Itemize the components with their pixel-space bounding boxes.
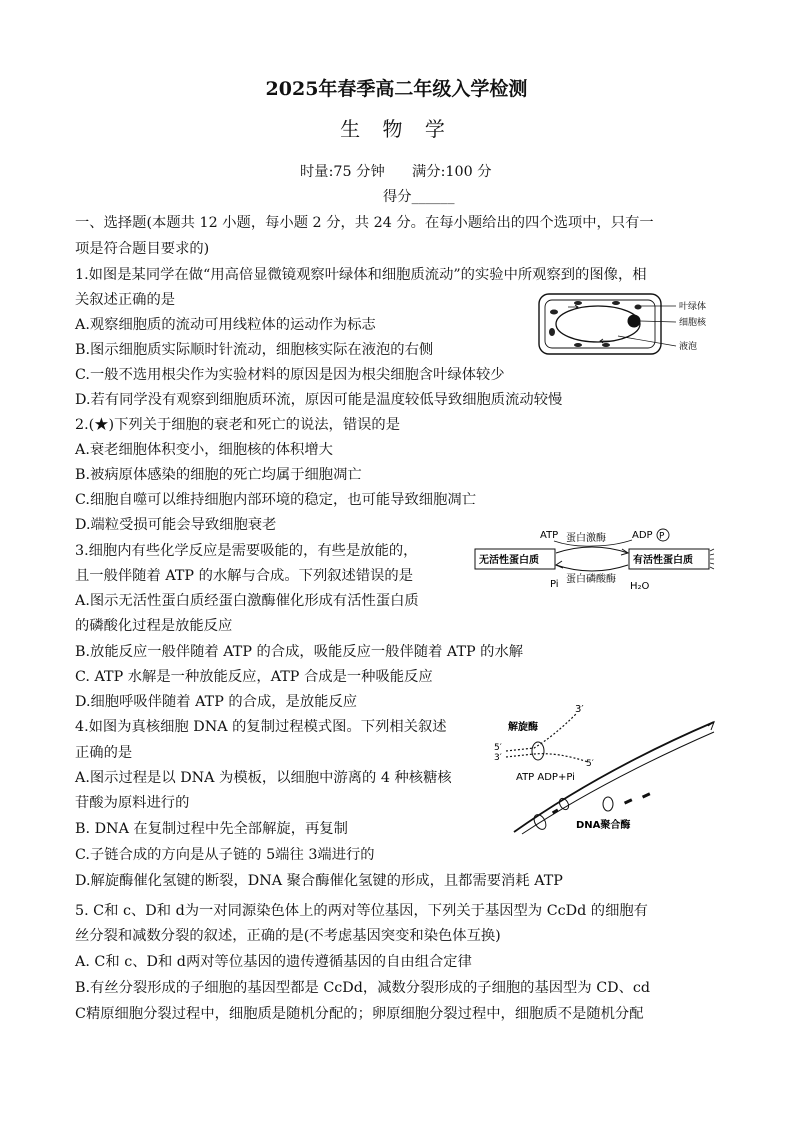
q5-option-c: C精原细胞分裂过程中，细胞质是随机分配的；卵原细胞分裂过程中，细胞质不是随机分配 [75, 1006, 644, 1022]
q3-option-a-line1: A.图示无活性蛋白质经蛋白激酶催化形成有活性蛋白质 [75, 593, 419, 609]
full-score: 满分:100 分 [412, 164, 492, 180]
q2-option-b: B.被病原体感染的细胞的死亡均属于细胞凋亡 [75, 467, 362, 483]
q4-option-a-line2: 苷酸为原料进行的 [75, 795, 190, 811]
q4-option-c: C.子链合成的方向是从子链的 5端往 3端进行的 [75, 847, 375, 863]
label-p-circle: P [659, 531, 665, 542]
q1-option-a: A.观察细胞质的流动可用线粒体的运动作为标志 [75, 317, 376, 333]
q1-option-c: C.一般不选用根尖作为实验材料的原因是因为根尖细胞含叶绿体较少 [75, 367, 505, 383]
q4-option-b: B. DNA 在复制过程中先全部解旋，再复制 [75, 821, 348, 837]
exam-title: 2025年春季高二年级入学检测 [265, 78, 528, 100]
label-kinase: 蛋白激酶 [566, 533, 606, 544]
q5-option-b: B.有丝分裂形成的子细胞的基因型都是 CcDd，减数分裂形成的子细胞的基因型为 CD、cd [75, 980, 651, 996]
q5-stem-line1: 5. C和 c、D和 d为一对同源染色体上的两对等位基因，下列关于基因型为 CcDd 的细胞有 [75, 903, 648, 919]
q3-stem-line2: 且一般伴随着 ATP 的水解与合成。下列叙述错误的是 [75, 568, 414, 584]
label-active-protein: 有活性蛋白质 [633, 555, 693, 566]
label-dna-polymerase: DNA聚合酶 [576, 820, 631, 831]
section-heading-line1: 一、选择题(本题共 12 小题，每小题 2 分，共 24 分。在每小题给出的四个选项中，只有一 [75, 215, 654, 231]
label-helicase: 解旋酶 [508, 722, 538, 733]
q3-phosphorylation-figure [474, 527, 714, 591]
label-adp: ADP [632, 530, 653, 541]
q4-option-a-line1: A.图示过程是以 DNA 为模板，以细胞中游离的 4 种核糖核 [75, 770, 452, 786]
q3-option-b: B.放能反应一般伴随着 ATP 的合成，吸能反应一般伴随着 ATP 的水解 [75, 644, 524, 660]
q3-option-c: C. ATP 水解是一种放能反应，ATP 合成是一种吸能反应 [75, 669, 433, 685]
q1-stem-line2: 关叙述正确的是 [75, 292, 176, 308]
q5-stem-line2: 丝分裂和减数分裂的叙述，正确的是(不考虑基因突变和染色体互换) [75, 928, 501, 944]
label-5-left: 5′ [494, 743, 502, 753]
q4-stem-line2: 正确的是 [75, 745, 133, 761]
q4-stem-line1: 4.如图为真核细胞 DNA 的复制过程模式图。下列相关叙述 [75, 719, 447, 735]
label-5-right: 5′ [586, 759, 594, 769]
q1-option-d: D.若有同学没有观察到细胞质环流，原因可能是温度较低导致细胞质流动较慢 [75, 392, 563, 408]
q5-option-a: A. C和 c、D和 d两对等位基因的遗传遵循基因的自由组合定律 [75, 954, 472, 970]
label-nucleus: 细胞核 [679, 318, 707, 328]
q1-stem-line1: 1.如图是某同学在做“用高倍显微镜观察叶绿体和细胞质流动”的实验中所观察到的图像，相 [75, 267, 647, 283]
q4-option-d: D.解旋酶催化氢键的断裂，DNA 聚合酶催化氢键的形成，且都需要消耗 ATP [75, 873, 563, 889]
label-3-top: 3′ [575, 704, 584, 715]
q2-option-c: C.细胞自噬可以维持细胞内部环境的稳定，也可能导致细胞凋亡 [75, 492, 476, 508]
label-h2o: H₂O [630, 581, 650, 592]
q3-option-d: D.细胞呼吸伴随着 ATP 的合成，是放能反应 [75, 694, 358, 710]
label-chloroplast: 叶绿体 [679, 302, 707, 312]
subject-title: 生 物 学 [340, 117, 453, 141]
q4-dna-replication-figure [492, 700, 720, 840]
time-limit: 时量:75 分钟 [300, 164, 385, 180]
q3-stem-line1: 3.细胞内有些化学反应是需要吸能的，有些是放能的， [75, 543, 418, 559]
q1-option-b: B.图示细胞质实际顺时针流动，细胞核实际在液泡的右侧 [75, 342, 434, 358]
label-phosphatase: 蛋白磷酸酶 [566, 574, 616, 585]
label-vacuole: 液泡 [679, 342, 698, 352]
score-field: 得分______ [383, 189, 455, 205]
label-atp: ATP [540, 530, 559, 541]
q2-option-d: D.端粒受损可能会导致细胞衰老 [75, 517, 277, 533]
q2-stem: 2.(★)下列关于细胞的衰老和死亡的说法，错误的是 [75, 417, 401, 433]
label-inactive-protein: 无活性蛋白质 [479, 555, 539, 566]
q2-option-a: A.衰老细胞体积变小，细胞核的体积增大 [75, 442, 333, 458]
section-heading-line2: 项是符合题目要求的) [75, 241, 210, 257]
label-atp-adp-pi: ATP ADP+Pi [516, 772, 575, 783]
label-3-left: 3′ [494, 753, 502, 763]
q1-cell-figure [538, 292, 718, 358]
q3-option-a-line2: 的磷酸化过程是放能反应 [75, 618, 233, 634]
label-pi: Pi [550, 579, 559, 590]
